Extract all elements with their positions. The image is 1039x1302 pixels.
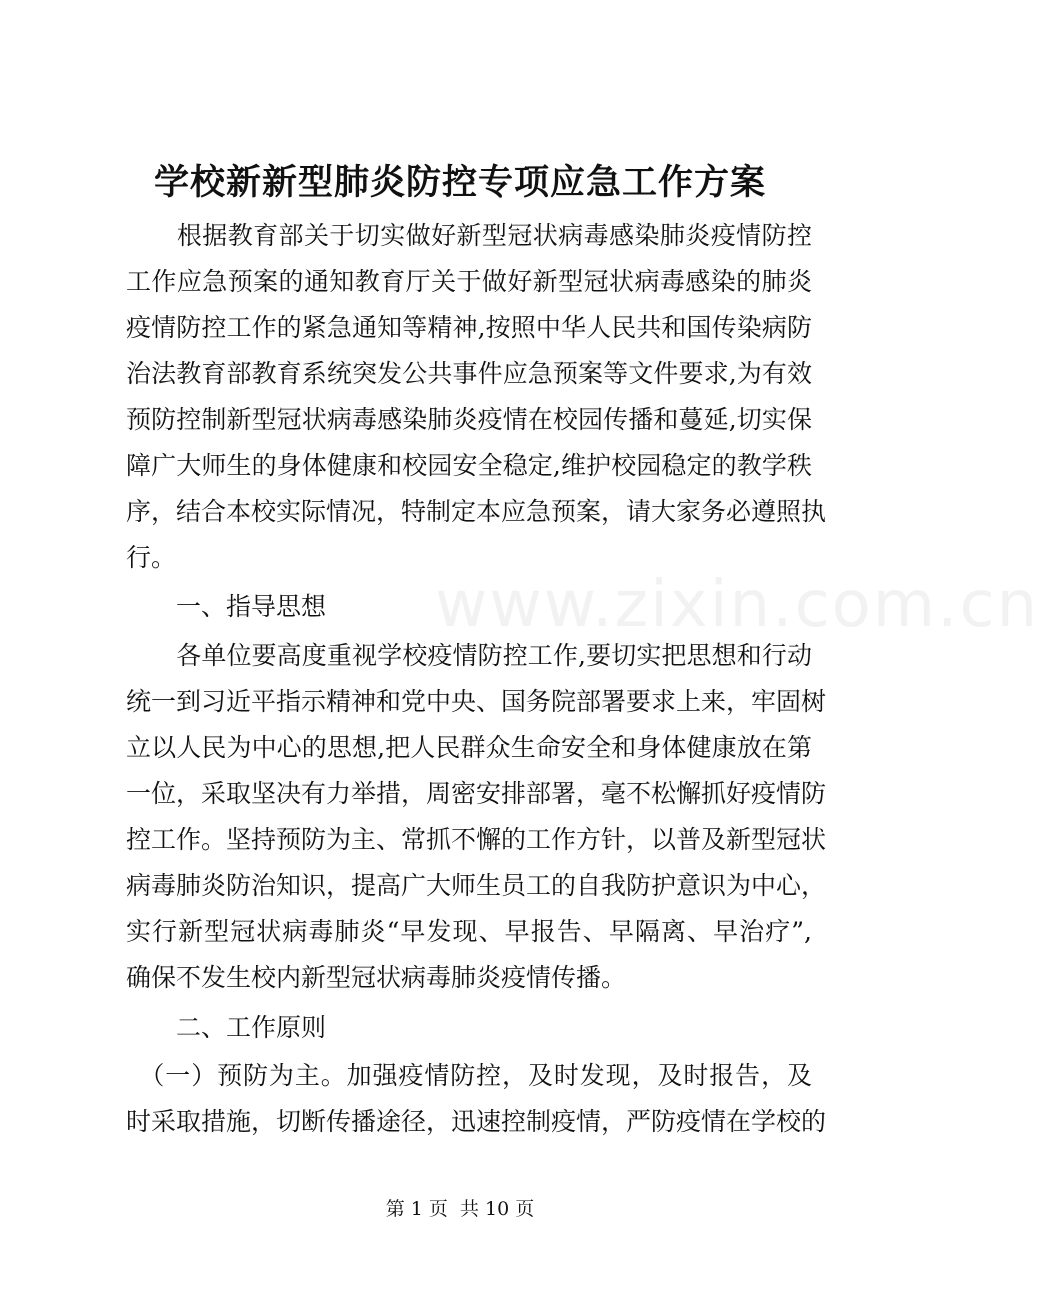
body-line: 一位，采取坚决有力举措，周密安排部署，毫不松懈抓好疫情防 <box>126 779 827 808</box>
document-title: 学校新新型肺炎防控专项应急工作方案 <box>153 162 766 203</box>
body-line: 行。 <box>126 543 177 572</box>
body-line: 根据教育部关于切实做好新型冠状病毒感染肺炎疫情防控 <box>126 221 812 250</box>
section-heading: 二、工作原则 <box>126 1013 327 1042</box>
body-line: （一）预防为主。加强疫情防控，及时发现，及时报告，及 <box>126 1061 812 1090</box>
body-line: 各单位要高度重视学校疫情防控工作,要切实把思想和行动 <box>126 641 812 670</box>
body-line: 确保不发生校内新型冠状病毒肺炎疫情传播。 <box>126 963 627 992</box>
section-heading: 一、指导思想 <box>126 592 327 621</box>
body-line: 立以人民为中心的思想,把人民群众生命安全和身体健康放在第 <box>126 733 812 762</box>
body-line: 障广大师生的身体健康和校园安全稳定,维护校园稳定的教学秩 <box>126 451 812 480</box>
body-line: 序，结合本校实际情况，特制定本应急预案，请大家务必遵照执 <box>126 497 827 526</box>
body-line: 预防控制新型冠状病毒感染肺炎疫情在校园传播和蔓延,切实保 <box>126 405 812 434</box>
body-line: 时采取措施，切断传播途径，迅速控制疫情，严防疫情在学校的 <box>126 1107 827 1136</box>
body-line: 统一到习近平指示精神和党中央、国务院部署要求上来，牢固树 <box>126 687 827 716</box>
body-line: 工作应急预案的通知教育厅关于做好新型冠状病毒感染的肺炎 <box>126 267 812 296</box>
page-footer <box>0 1196 920 1222</box>
body-line: 控工作。坚持预防为主、常抓不懈的工作方针，以普及新型冠状 <box>126 825 827 854</box>
body-line: 疫情防控工作的紧急通知等精神,按照中华人民共和国传染病防 <box>126 313 812 342</box>
body-line: 实行新型冠状病毒肺炎“早发现、早报告、早隔离、早治疗”, <box>126 917 812 946</box>
page-number: 第 1 页 共 10 页 <box>385 1198 535 1220</box>
watermark: www.zixin.com.cn <box>435 568 1039 642</box>
body-line: 治法教育部教育系统突发公共事件应急预案等文件要求,为有效 <box>126 359 812 388</box>
body-line: 病毒肺炎防治知识，提高广大师生员工的自我防护意识为中心， <box>126 871 827 900</box>
